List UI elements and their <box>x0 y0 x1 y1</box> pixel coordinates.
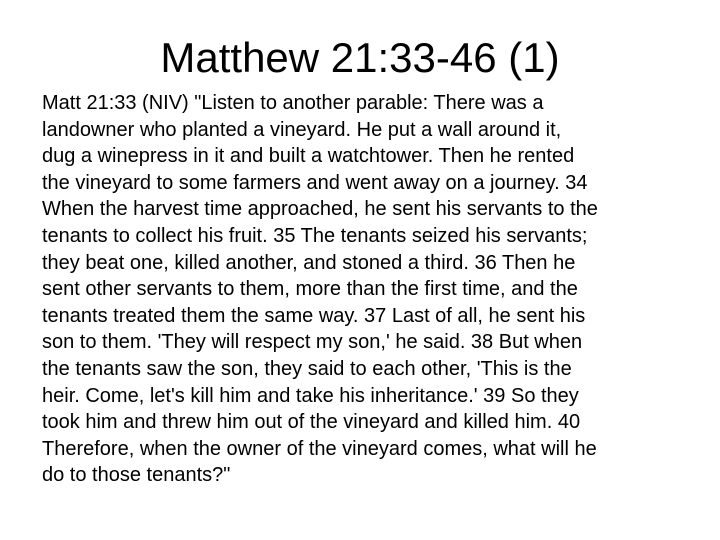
passage-line: When the harvest time approached, he sent his servants to the <box>42 198 598 221</box>
passage-line: do to those tenants?" <box>42 464 231 487</box>
passage-line: son to them. 'They will respect my son,' he said. 38 But when <box>42 331 583 354</box>
passage-line: tenants to collect his fruit. 35 The tenants seized his servants; <box>42 224 588 247</box>
passage-line: sent other servants to them, more than the first time, and the <box>42 278 578 301</box>
passage-line: took him and threw him out of the vineyard and killed him. 40 <box>42 411 581 434</box>
passage-line: Therefore, when the owner of the vineyard comes, what will he <box>42 437 597 460</box>
slide-title: Matthew 21:33-46 (1) <box>160 34 560 81</box>
passage-line: the tenants saw the son, they said to each other, 'This is the <box>42 357 572 380</box>
passage-line: tenants treated them the same way. 37 Last of all, he sent his <box>42 304 586 327</box>
passage-line: landowner who planted a vineyard. He put a wall around it, <box>42 118 562 141</box>
passage-line: heir. Come, let's kill him and take his inheritance.' 39 So they <box>42 384 579 407</box>
passage-line: they beat one, killed another, and stoned a third. 36 Then he <box>42 251 576 274</box>
passage-line: the vineyard to some farmers and went away on a journey. 34 <box>42 171 588 194</box>
scripture-passage <box>42 90 718 489</box>
passage-line: Matt 21:33 (NIV) "Listen to another parable: There was a <box>42 92 544 114</box>
passage-line: dug a winepress in it and built a watchtower. Then he rented <box>42 145 575 168</box>
